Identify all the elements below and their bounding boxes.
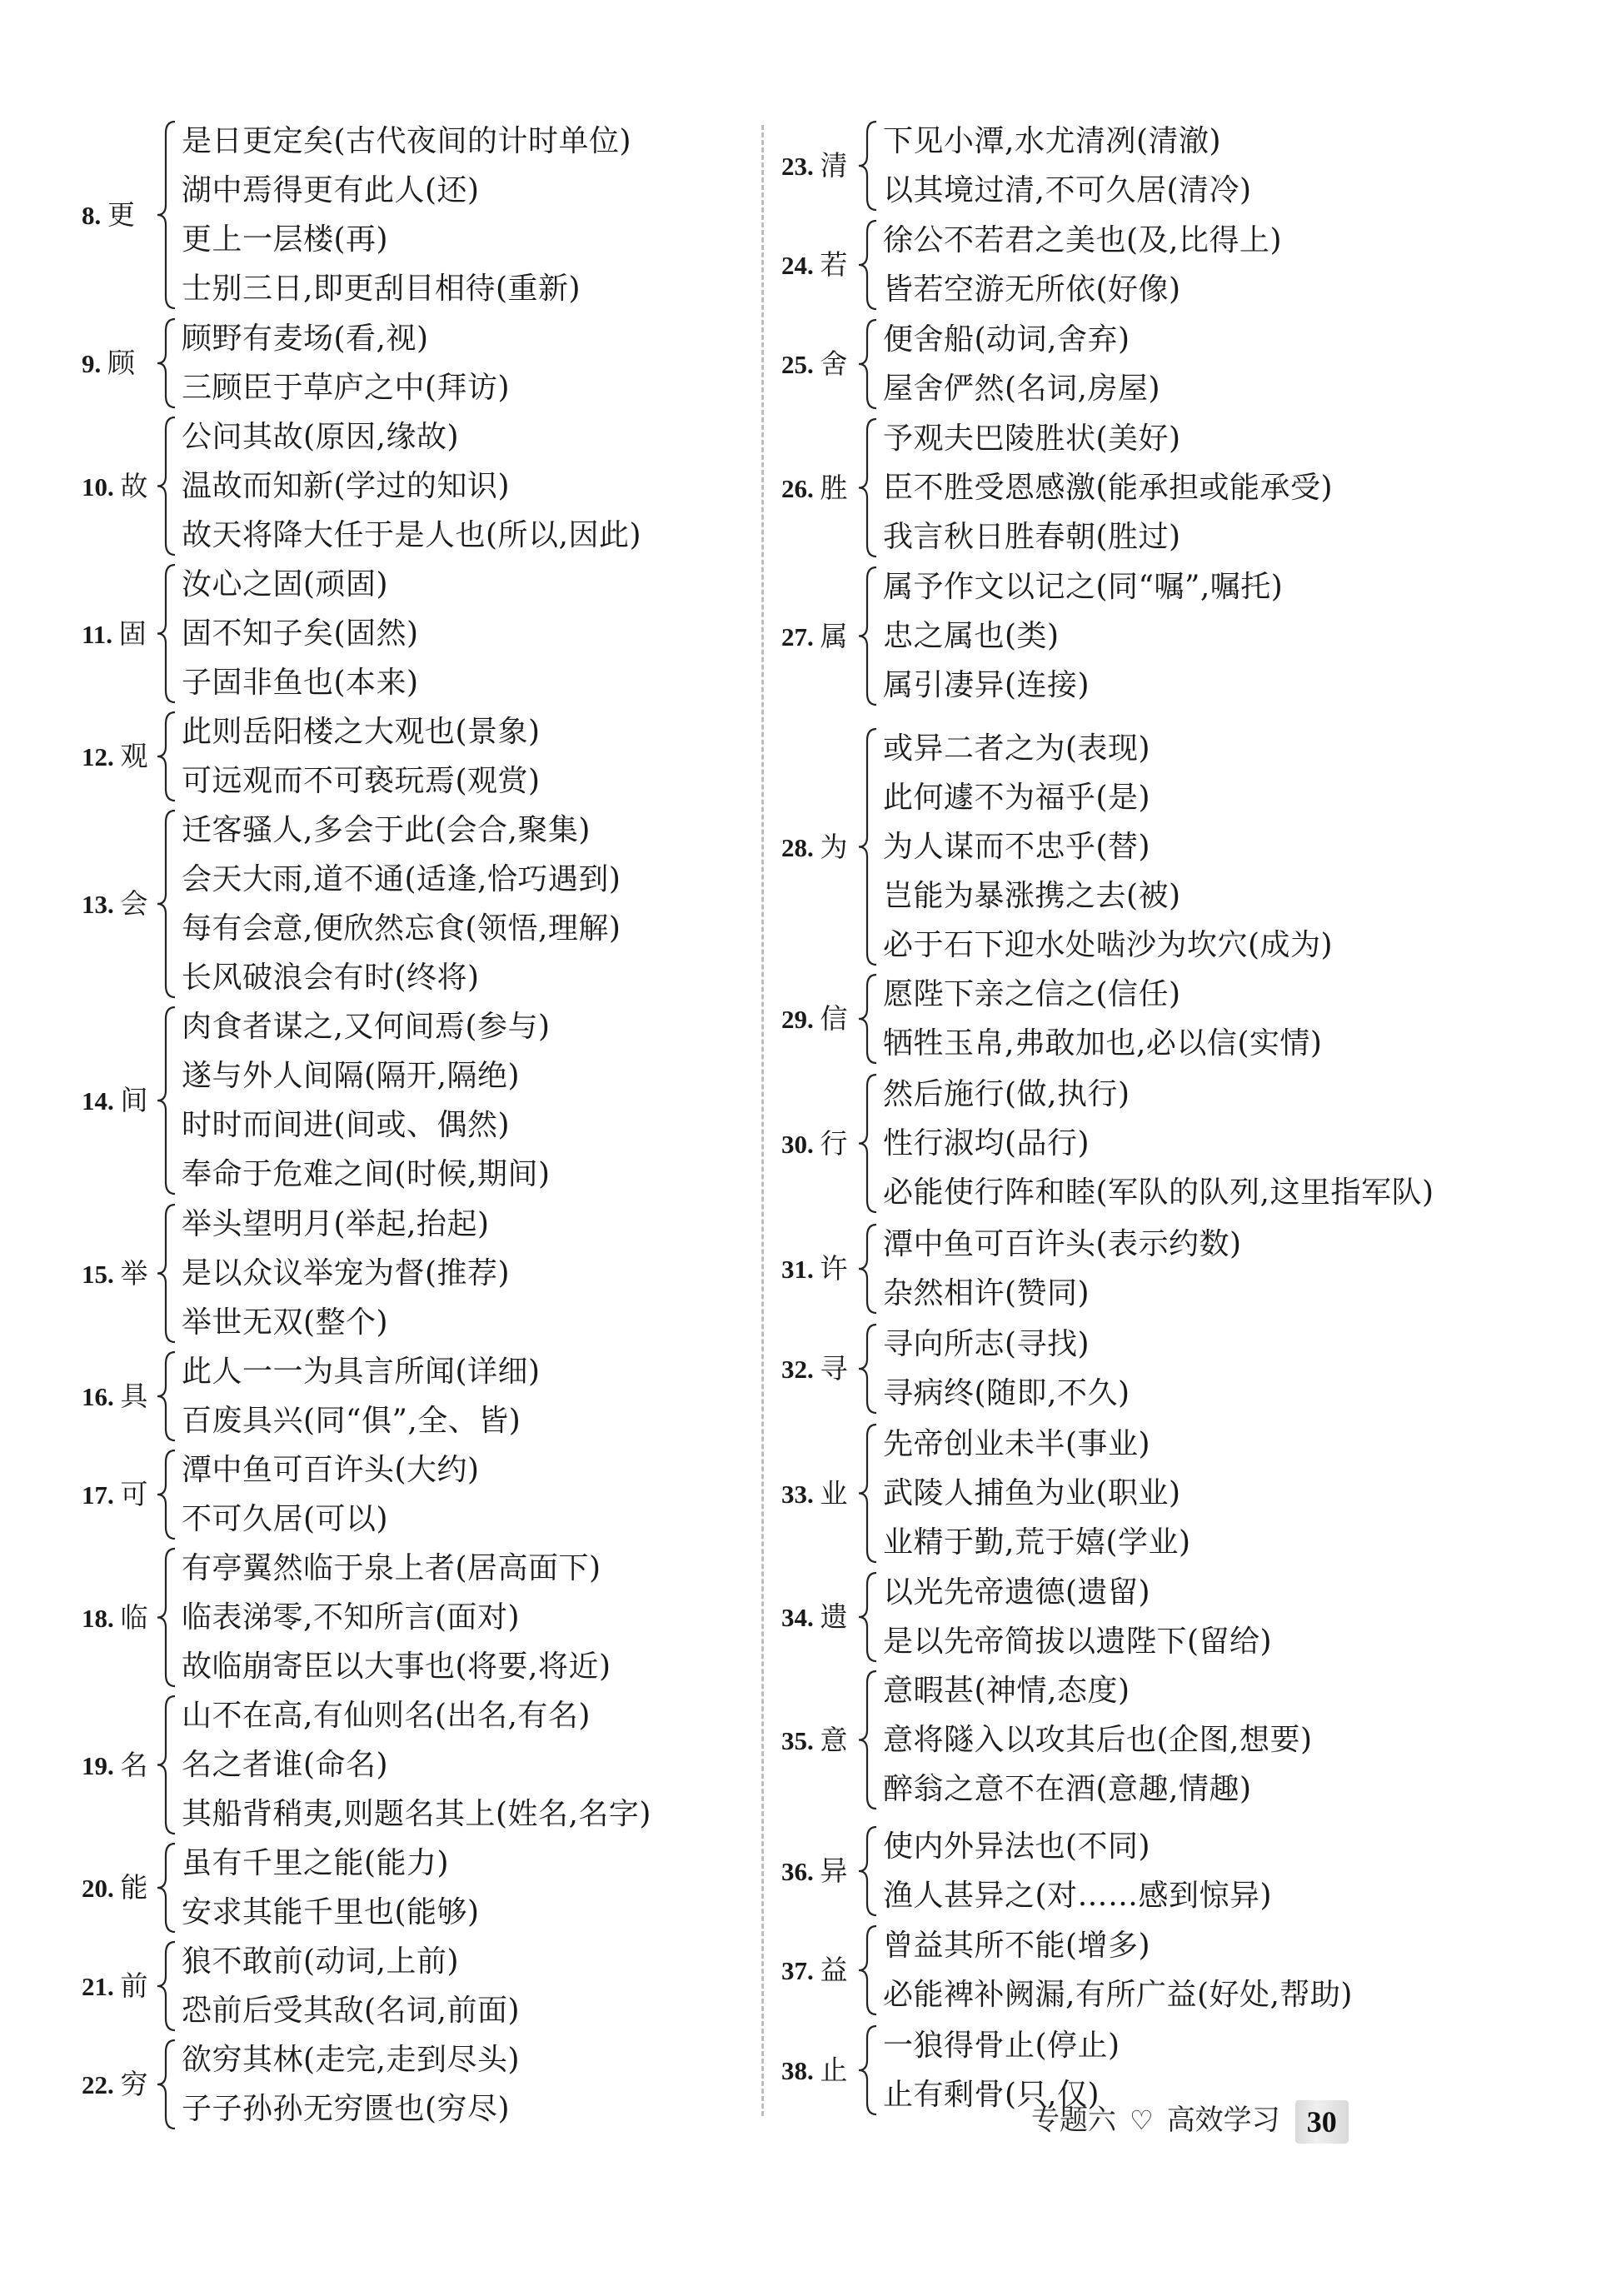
entry-char: 属 [820,619,848,652]
entry-number: 28 [781,832,807,862]
entry-25 [781,315,1481,413]
entry-line: 顾野有麦场(看,视) [182,322,429,356]
entry-line: 或异二者之为(表现) [883,731,1151,766]
entry-line: 临表涕零,不知所言(面对) [182,1600,521,1635]
entry-line: 愿陛下亲之信之(信任) [883,977,1181,1011]
brace-icon [155,1544,182,1691]
entry-lines [883,1420,1191,1567]
entry-line: 武陵人捕鱼为业(职业) [883,1476,1181,1510]
entry-line: 以光先帝遗德(遗留) [883,1575,1151,1610]
footer-section: 专题六 [1031,2104,1116,2137]
entry-lines [883,562,1283,710]
entry-line: 安求其能千里也(能够) [182,1895,480,1929]
brace-icon [155,1200,182,1347]
entry-char: 止 [820,2054,848,2086]
entry-number: 23 [781,152,807,181]
entry-line: 恐前后受其敌(名词,前面) [182,1994,521,2028]
entry-line: 湖中焉得更有此人(还) [182,173,480,207]
brace-icon [155,707,182,806]
entry-27 [781,562,1481,710]
entry-line: 以其境过清,不可久居(清冷) [883,173,1252,207]
entry-line: 虽有千里之能(能力) [182,1846,450,1880]
brace-icon [155,560,182,707]
entry-line: 温故而知新(学过的知识) [182,469,511,503]
brace-icon [155,1691,182,1839]
entry-number: 31 [781,1255,807,1284]
entry-label: 20. 能 [82,1871,148,1904]
brace-icon [856,315,883,413]
entry-label: 28. 为 [781,830,848,863]
entry-char: 许 [820,1252,848,1285]
entry-char: 名 [120,1748,148,1781]
entry-char: 益 [820,1954,848,1986]
entry-lines [883,724,1333,970]
entry-number: 35 [781,1725,807,1755]
entry-number: 29 [781,1005,807,1034]
entry-36 [781,1822,1481,1920]
entry-number: 27 [781,621,807,651]
brace-icon [856,414,883,562]
brace-icon [155,117,182,313]
entry-14 [82,1002,765,1199]
brace-icon [155,1002,182,1199]
entry-line: 使内外异法也(不同) [883,1829,1151,1864]
entry-22 [82,2035,765,2134]
entry-lines [182,1937,520,2035]
entry-16 [82,1347,765,1445]
brace-icon [856,562,883,710]
entry-11 [82,560,765,707]
entry-30 [781,1070,1481,1217]
entry-lines [883,216,1282,314]
entry-label: 25. 舍 [781,347,848,380]
entry-number: 24 [781,251,807,280]
entry-label: 10. 故 [82,469,148,502]
brace-icon [155,314,182,412]
brace-icon [155,1937,182,2035]
entry-label: 17. 可 [82,1478,148,1510]
entry-line: 岂能为暴涨携之去(被) [883,879,1181,913]
brace-icon [856,1822,883,1920]
entry-label: 29. 信 [781,1002,848,1035]
entry-label: 34. 遗 [781,1600,848,1633]
entry-10 [82,412,765,560]
entry-line: 忠之属也(类) [883,619,1060,653]
footer-title: 高效学习 [1166,2104,1280,2137]
entry-line: 山不在高,有仙则名(出名,有名) [182,1699,591,1733]
entry-line: 故临崩寄臣以大事也(将要,将近) [182,1650,611,1684]
entry-number: 18 [82,1603,107,1633]
entry-lines [883,315,1160,413]
entry-char: 寻 [820,1352,848,1385]
entry-lines [182,1002,551,1199]
entry-lines [182,412,641,560]
entry-lines [182,314,510,412]
entry-lines [883,1921,1353,2019]
entry-23 [781,117,1481,215]
entry-char: 舍 [820,347,848,380]
entry-number: 8 [82,201,95,230]
page-number: 30 [1295,2100,1349,2144]
entry-label: 22. 穷 [82,2068,148,2100]
entry-number: 19 [82,1750,107,1780]
entry-number: 17 [82,1480,107,1510]
entry-line: 便舍船(动词,舍弃) [883,322,1130,357]
entry-line: 渔人甚异之(对……感到惊异) [883,1879,1273,1913]
entry-line: 下见小潭,水尤清冽(清澈) [883,124,1222,158]
entry-char: 会 [120,887,148,920]
entry-label: 36. 异 [781,1854,848,1887]
entry-line: 会天大雨,道不通(适逢,恰巧遇到) [182,862,621,896]
entry-line: 奉命于危难之间(时候,期间) [182,1157,551,1191]
entry-lines [182,707,541,806]
entry-line: 其船背稍夷,则题名其上(姓名,名字) [182,1797,651,1831]
entry-number: 25 [781,350,807,379]
entry-label: 38. 止 [781,2054,848,2086]
entry-lines [182,117,631,313]
entry-line: 子子孙孙无穷匮也(穷尽) [182,2092,511,2126]
entry-lines [883,414,1333,562]
entry-char: 临 [120,1600,148,1634]
entry-char: 举 [120,1256,148,1290]
brace-icon [155,1445,182,1544]
entry-20 [82,1839,765,1937]
entry-char: 胜 [820,471,848,504]
entry-label: 27. 属 [781,619,848,652]
entry-24 [781,216,1481,314]
entry-char: 间 [120,1084,148,1116]
entry-line: 子固非鱼也(本来) [182,666,419,700]
entry-line: 必能使行阵和睦(军队的队列,这里指军队) [883,1175,1434,1210]
entry-line: 然后施行(做,执行) [883,1077,1130,1111]
entry-line: 属予作文以记之(同“嘱”,嘱托) [883,570,1284,604]
entry-lines [182,1200,510,1347]
entry-label: 8. 更 [82,198,135,231]
entry-char: 固 [118,616,147,650]
entry-line: 更上一层楼(再) [182,222,389,257]
brace-icon [155,1839,182,1937]
entry-number: 36 [781,1857,807,1886]
entry-char: 遗 [820,1600,848,1633]
entry-number: 10 [82,472,107,502]
entry-char: 顾 [107,347,135,379]
entry-line: 一狼得骨止(停止) [883,2029,1120,2063]
entry-lines [883,1568,1272,1666]
entry-number: 37 [781,1956,807,1985]
entry-char: 前 [120,1969,148,2002]
entry-number: 33 [781,1479,807,1509]
entry-line: 必能裨补阙漏,有所广益(好处,帮助) [883,1978,1353,2012]
page-footer [1031,2095,1349,2145]
entry-label: 9. 顾 [82,347,135,379]
entry-char: 意 [820,1723,848,1756]
entry-31 [781,1220,1481,1318]
entry-label: 21. 前 [82,1969,148,2002]
entry-line: 先帝创业未半(事业) [883,1427,1151,1461]
entry-18 [82,1544,765,1691]
entry-lines [883,117,1252,215]
entry-char: 若 [820,248,848,281]
entry-char: 业 [820,1476,848,1510]
entry-line: 徐公不若君之美也(及,比得上) [883,223,1283,257]
entry-line: 遂与外人间隔(隔开,隔绝) [182,1059,521,1093]
entry-line: 肉食者谋之,又何间焉(参与) [182,1010,551,1044]
entry-char: 故 [120,469,148,502]
entry-label: 11. 固 [82,616,147,650]
entry-line: 潭中鱼可百许头(大约) [182,1453,480,1487]
entry-34 [781,1568,1481,1666]
entry-label: 33. 业 [781,1476,848,1510]
entry-label: 16. 具 [82,1380,148,1412]
entry-char: 观 [120,740,148,772]
entry-line: 固不知子矣(固然) [182,616,419,651]
entry-char: 更 [107,198,135,231]
entry-line: 予观夫巴陵胜状(美好) [883,422,1181,456]
entry-label: 31. 许 [781,1252,848,1285]
brace-icon [856,216,883,314]
entry-line: 不可久居(可以) [182,1502,389,1536]
brace-icon [155,806,182,1002]
entry-number: 21 [82,1972,107,2001]
entry-number: 26 [781,473,807,503]
entry-number: 14 [82,1086,107,1116]
entry-line: 欲穷其林(走完,走到尽头) [182,2043,521,2077]
brace-icon [856,1320,883,1418]
entry-line: 屋舍俨然(名词,房屋) [883,372,1161,406]
entry-label: 18. 临 [82,1600,148,1634]
entry-label: 14. 间 [82,1084,148,1116]
entry-line: 可远观而不可亵玩焉(观赏) [182,764,541,798]
entry-label: 30. 行 [781,1126,848,1160]
entry-lines [182,1347,541,1445]
entry-number: 13 [82,890,107,919]
entry-line: 名之者谁(命名) [182,1748,389,1782]
entry-lines [182,560,419,707]
entry-line: 百废具兴(同“俱”,全、皆) [182,1404,521,1438]
entry-label: 12. 观 [82,740,148,772]
entry-number: 12 [82,742,107,771]
entry-label: 26. 胜 [781,471,848,504]
entry-char: 为 [820,830,848,863]
entry-lines [182,1691,651,1839]
brace-icon [155,2035,182,2134]
entry-number: 32 [781,1355,807,1384]
entry-line: 必于石下迎水处啮沙为坎穴(成为) [883,928,1334,962]
entry-line: 属引凄异(连接) [883,668,1090,702]
entry-32 [781,1320,1481,1418]
entry-lines [883,970,1322,1068]
entry-lines [182,1544,611,1691]
entry-line: 意将隧入以攻其后也(企图,想要) [883,1723,1313,1757]
entry-lines [883,1822,1272,1920]
entry-21 [82,1937,765,2035]
entry-lines [182,1839,480,1937]
brace-icon [856,970,883,1068]
brace-icon [856,1568,883,1666]
entry-char: 可 [120,1478,148,1510]
entry-13 [82,806,765,1002]
entry-line: 寻病终(随即,不久) [883,1376,1130,1410]
entry-number: 11 [82,619,107,649]
entry-line: 皆若空游无所依(好像) [883,272,1181,307]
entry-char: 信 [820,1002,848,1035]
entry-line: 寻向所志(寻找) [883,1327,1090,1361]
entry-lines [182,806,621,1002]
brace-icon [856,1921,883,2019]
entry-line: 我言秋日胜春朝(胜过) [883,520,1181,554]
brace-icon [856,724,883,970]
entry-line: 是以众议举宠为督(推荐) [182,1256,511,1290]
entry-number: 30 [781,1129,807,1159]
entry-lines [182,2035,520,2134]
entry-line: 长风破浪会有时(终将) [182,961,480,995]
entry-line: 杂然相许(赞同) [883,1276,1090,1310]
column-divider [761,125,764,2116]
entry-char: 穷 [120,2068,148,2100]
entry-lines [883,1070,1434,1217]
entry-37 [781,1921,1481,2019]
entry-label: 37. 益 [781,1954,848,1986]
entry-26 [781,414,1481,562]
brace-icon [155,1347,182,1445]
entry-29 [781,970,1481,1068]
entry-line: 止有剩骨(只,仅) [883,2078,1100,2112]
entry-line: 是日更定矣(古代夜间的计时单位) [182,124,632,158]
entry-line: 三顾臣于草庐之中(拜访) [182,371,511,405]
entry-line: 是以先帝简拔以遗陛下(留给) [883,1625,1273,1659]
entry-line: 每有会意,便欣然忘食(领悟,理解) [182,911,621,946]
entry-line: 牺牲玉帛,弗敢加也,必以信(实情) [883,1026,1323,1061]
entry-line: 故天将降大任于是人也(所以,因此) [182,518,642,552]
entry-line: 汝心之固(顽固) [182,567,389,601]
entry-15 [82,1200,765,1347]
entry-number: 38 [781,2056,807,2085]
entry-line: 此则岳阳楼之大观也(景象) [182,715,541,749]
entry-28 [781,724,1481,970]
brace-icon [856,1666,883,1814]
entry-char: 异 [820,1854,848,1887]
entry-line: 此人一一为具言所闻(详细) [182,1355,541,1389]
entry-line: 意暇甚(神情,态度) [883,1674,1130,1708]
heart-icon: ♡ [1130,2104,1154,2136]
entry-label: 24. 若 [781,248,848,281]
entry-char: 清 [820,149,848,182]
entry-char: 能 [120,1871,148,1904]
entry-number: 15 [82,1259,107,1289]
entry-line: 为人谋而不忠乎(替) [883,830,1151,864]
entry-label: 13. 会 [82,887,148,920]
entry-9 [82,314,765,412]
entry-33 [781,1420,1481,1567]
entry-35 [781,1666,1481,1814]
entry-number: 16 [82,1382,107,1411]
brace-icon [155,412,182,560]
entry-line: 士别三日,即更刮目相待(重新) [182,272,581,306]
entry-line: 性行淑均(品行) [883,1126,1090,1160]
entry-line: 曾益其所不能(增多) [883,1929,1151,1963]
entry-line: 醉翁之意不在酒(意趣,情趣) [883,1772,1252,1806]
entry-line: 此何遽不为福乎(是) [883,781,1151,815]
entry-lines [883,1320,1130,1418]
entry-8 [82,117,765,313]
brace-icon [856,1420,883,1567]
entry-line: 潭中鱼可百许头(表示约数) [883,1227,1242,1261]
entry-19 [82,1691,765,1839]
entry-label: 15. 举 [82,1256,148,1290]
entry-label: 35. 意 [781,1723,848,1756]
entry-label: 23. 清 [781,149,848,182]
entry-lines [182,1445,480,1544]
entry-line: 举世无双(整个) [182,1305,389,1340]
entry-line: 有亭翼然临于泉上者(居高面下) [182,1551,601,1585]
entry-line: 臣不胜受恩感激(能承担或能承受) [883,471,1334,505]
entry-number: 20 [82,1874,107,1903]
brace-icon [856,1070,883,1217]
brace-icon [856,1220,883,1318]
entry-number: 9 [82,349,95,378]
entry-char: 具 [120,1380,148,1412]
entry-char: 行 [820,1126,848,1160]
entry-line: 迁客骚人,多会于此(会合,聚集) [182,813,591,847]
entry-label: 19. 名 [82,1748,148,1781]
brace-icon [856,2021,883,2119]
entry-line: 公问其故(原因,缘故) [182,420,460,454]
entry-number: 22 [82,2070,107,2099]
entry-17 [82,1445,765,1544]
entry-12 [82,707,765,806]
entry-line: 举头望明月(举起,抬起) [182,1207,490,1241]
entry-line: 业精于勤,荒于嬉(学业) [883,1525,1191,1560]
brace-icon [856,117,883,215]
entry-line: 狼不敢前(动词,上前) [182,1944,460,1979]
entry-number: 34 [781,1603,807,1632]
entry-lines [883,1220,1242,1318]
entry-line: 时时而间进(间或、偶然) [182,1108,511,1142]
entry-lines [883,1666,1313,1814]
entry-label: 32. 寻 [781,1352,848,1385]
